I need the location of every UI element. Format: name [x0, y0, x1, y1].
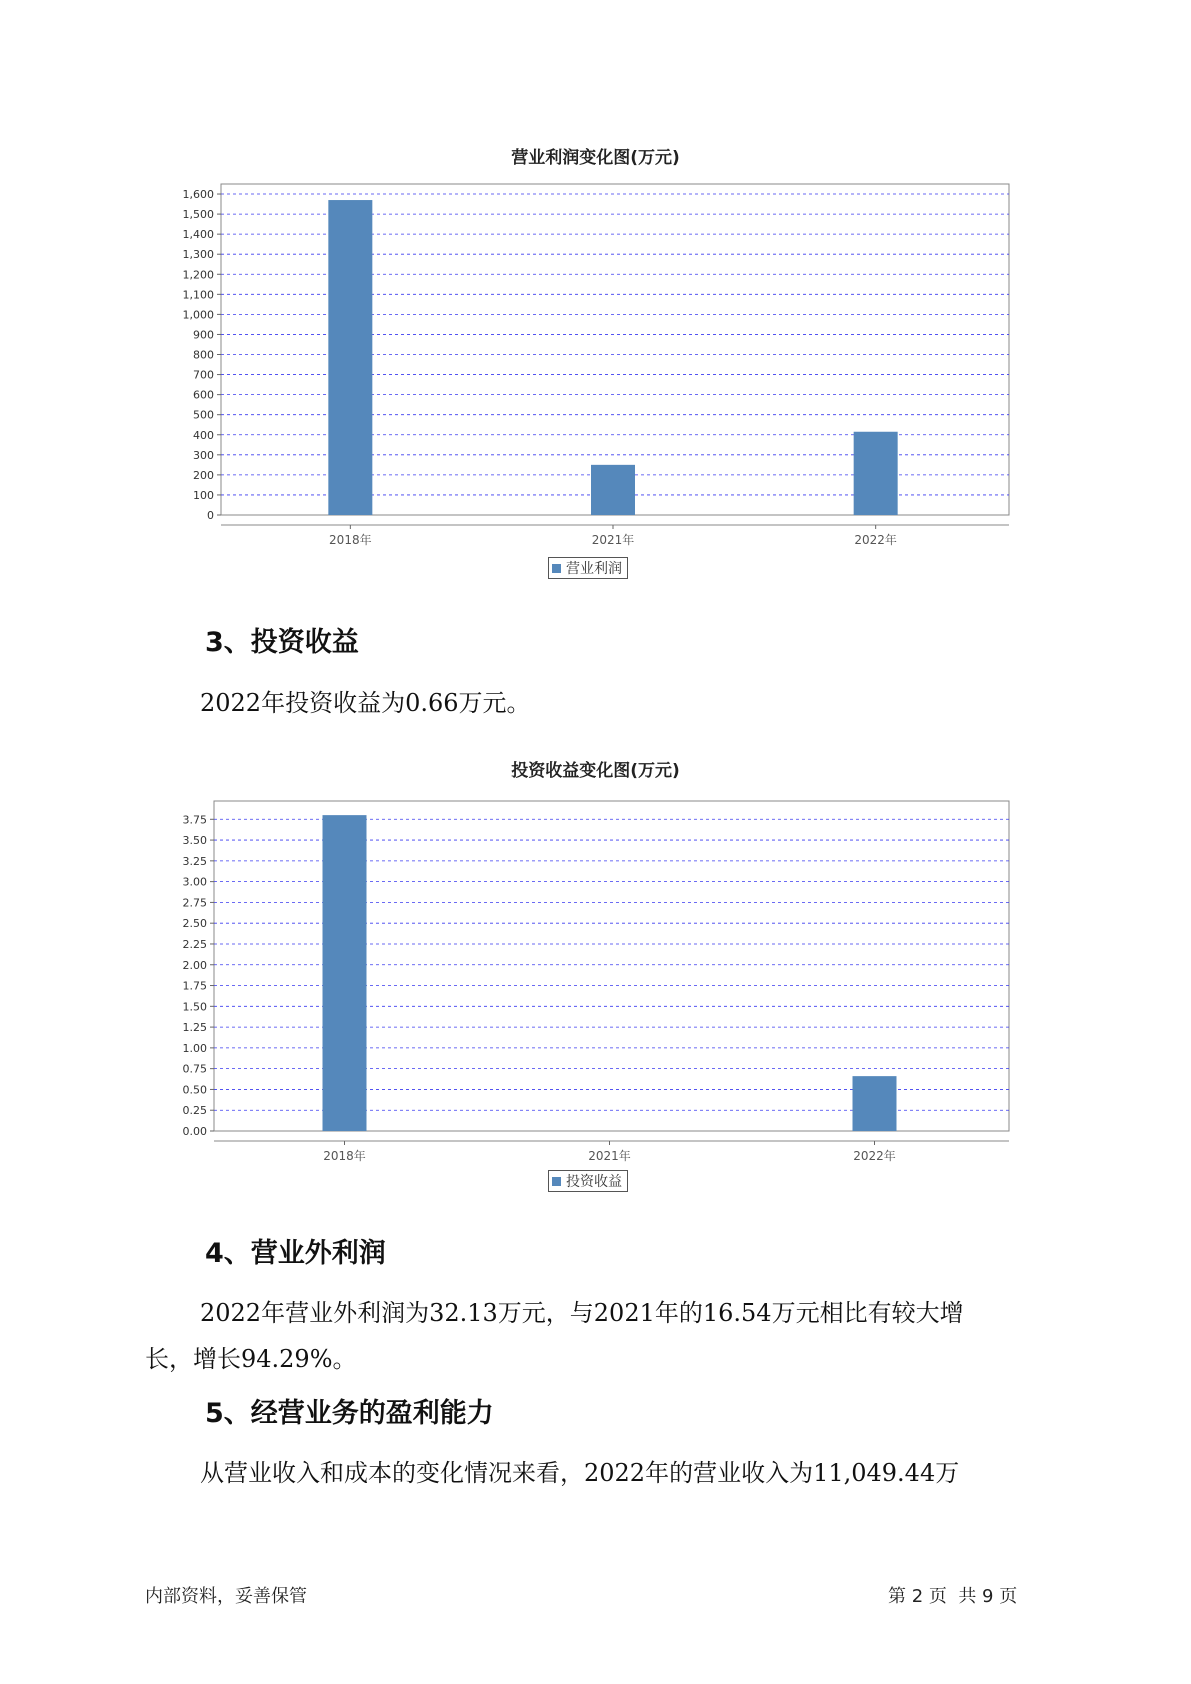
y-tick-label: 1,500 — [182, 208, 214, 222]
chart1-title: 营业利润变化图(万元) — [511, 148, 680, 168]
y-tick-label: 2.50 — [182, 917, 207, 931]
x-tick-label: 2021年 — [588, 1149, 631, 1163]
y-tick-label: 1,200 — [182, 268, 214, 282]
y-tick-label: 1,400 — [182, 228, 214, 242]
y-tick-label: 300 — [193, 448, 214, 462]
section4-line1: 2022年营业外利润为32.13万元，与2021年的16.54万元相比有较大增 — [200, 1299, 964, 1327]
section4-heading: 4、营业外利润 — [205, 1238, 386, 1269]
x-tick-label: 2021年 — [591, 533, 635, 547]
y-tick-label: 2.25 — [182, 937, 207, 951]
bar-2018年 — [323, 815, 367, 1131]
y-tick-label: 0 — [207, 509, 214, 522]
y-tick-label: 1,300 — [182, 248, 214, 262]
footer-confidential: 内部资料，妥善保管 — [145, 1586, 307, 1607]
y-tick-label: 2.75 — [182, 896, 207, 910]
y-tick-label: 800 — [193, 348, 214, 362]
chart2-title: 投资收益变化图(万元) — [511, 761, 680, 781]
chart2-legend — [548, 1170, 628, 1192]
x-tick-label: 2022年 — [853, 1149, 896, 1163]
y-tick-label: 700 — [193, 368, 214, 382]
y-tick-label: 200 — [193, 468, 214, 482]
y-tick-label: 1,600 — [182, 188, 214, 202]
x-tick-label: 2018年 — [323, 1149, 366, 1163]
y-tick-label: 0.75 — [182, 1062, 207, 1076]
chart2-legend-label: 投资收益 — [566, 1174, 622, 1190]
y-tick-label: 3.75 — [182, 813, 207, 827]
y-tick-label: 400 — [193, 428, 214, 442]
section3-heading: 3、投资收益 — [205, 627, 359, 658]
x-tick-label: 2018年 — [329, 533, 372, 547]
y-tick-label: 1.75 — [182, 979, 207, 993]
chart1-legend-label: 营业利润 — [566, 561, 622, 577]
y-tick-label: 3.50 — [182, 834, 207, 848]
footer-page-number: 第 2 页 共 9 页 — [888, 1586, 1018, 1607]
section5-heading: 5、经营业务的盈利能力 — [205, 1398, 494, 1429]
y-tick-label: 0.00 — [182, 1125, 207, 1138]
y-tick-label: 1,100 — [182, 288, 214, 302]
y-tick-label: 1,000 — [182, 308, 214, 322]
x-tick-label: 2022年 — [854, 533, 897, 547]
y-tick-label: 0.25 — [182, 1104, 207, 1118]
section4-line2: 长，增长94.29%。 — [145, 1345, 357, 1373]
y-tick-label: 3.25 — [182, 854, 207, 868]
y-tick-label: 1.50 — [182, 1000, 207, 1014]
y-tick-label: 900 — [193, 328, 214, 342]
y-tick-label: 100 — [193, 488, 214, 502]
y-tick-label: 2.00 — [182, 958, 207, 972]
legend-swatch-icon — [552, 1177, 561, 1186]
y-tick-label: 3.00 — [182, 875, 207, 889]
y-tick-label: 500 — [193, 408, 214, 422]
y-tick-label: 1.25 — [182, 1021, 207, 1035]
section5-line1: 从营业收入和成本的变化情况来看，2022年的营业收入为11,049.44万 — [200, 1459, 960, 1487]
section3-text: 2022年投资收益为0.66万元。 — [200, 689, 531, 717]
bar-2022年 — [853, 1076, 897, 1131]
y-tick-label: 600 — [193, 388, 214, 402]
y-tick-label: 1.00 — [182, 1041, 207, 1055]
y-tick-label: 0.50 — [182, 1083, 207, 1097]
